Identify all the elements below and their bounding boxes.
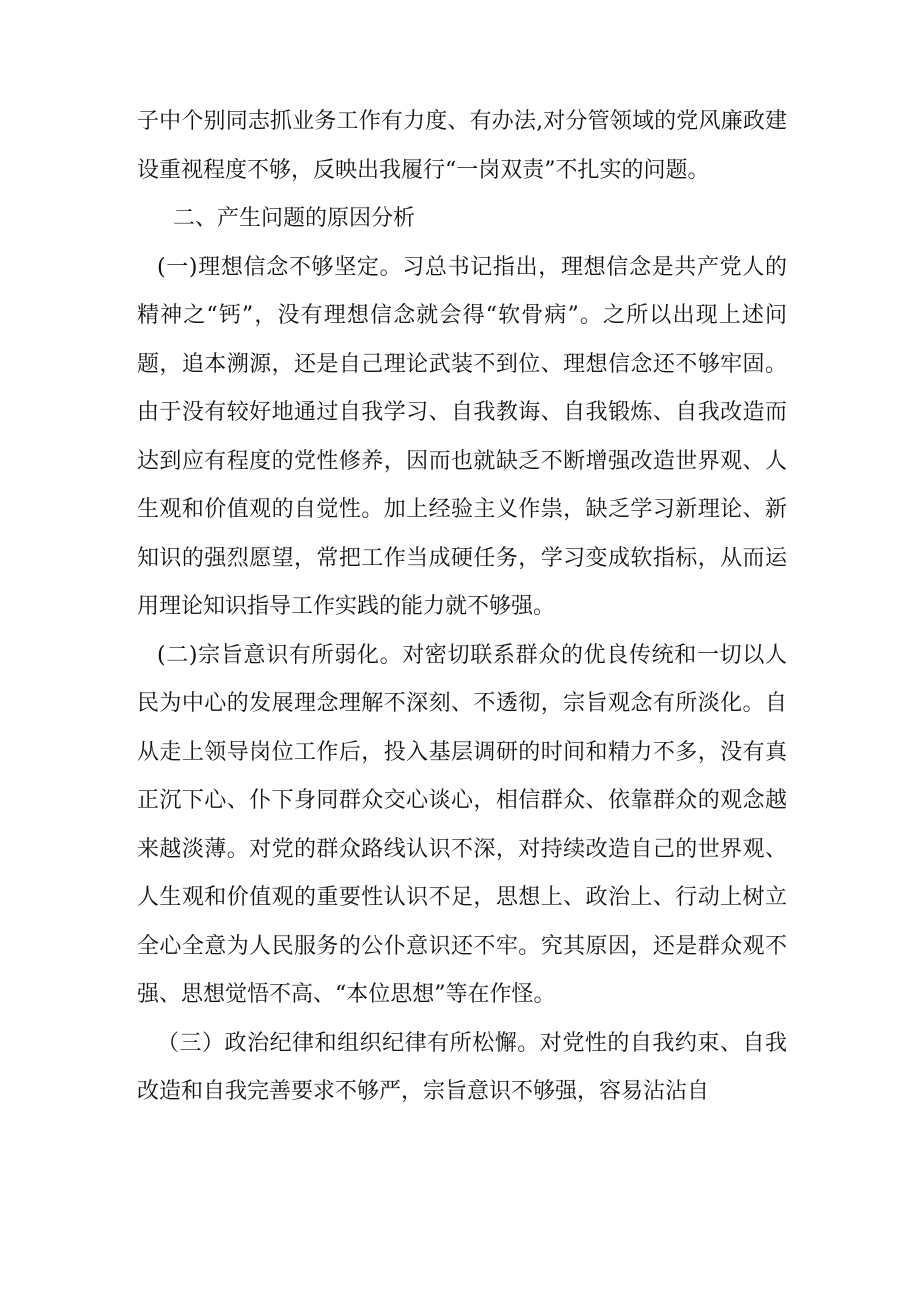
- paragraph-reason-1: (一)理想信念不够坚定。习总书记指出，理想信念是共产党人的精神之“钙”，没有理想信念就会得“软骨病”。之所以出现上述问题，追本溯源，还是自己理论武装不到位、理想信念还不够牢固。由于没有较好地通过自我学习、自我教诲、自我锻炼、自我改造而达到应有程度的党性修养，因而也就缺乏不断增强改造世界观、人生观和价值观的自觉性。加上经验主义作祟，缺乏学习新理论、新知识的强烈愿望，常把工作当成硬任务，学习变成软指标，从而运用理论知识指导工作实践的能力就不够强。: [137, 254, 787, 619]
- document-body: [137, 98, 787, 1117]
- section-heading: 二、产生问题的原因分析: [173, 206, 416, 231]
- paragraph-reason-2: (二)宗旨意识有所弱化。对密切联系群众的优良传统和一切以人民为中心的发展理念理解不深刻、不透彻，宗旨观念有所淡化。自从走上领导岗位工作后，投入基层调研的时间和精力不多，没有真正沉下心、仆下身同群众交心谈心，相信群众、依靠群众的观念越来越淡薄。对党的群众路线认识不深，对持续改造自己的世界观、人生观和价值观的重要性认识不足，思想上、政治上、行动上树立全心全意为人民服务的公仆意识还不牢。究其原因，还是群众观不强、思想觉悟不高、“本位思想”等在作怪。: [137, 642, 787, 1007]
- paragraph-continuation: 子中个别同志抓业务工作有力度、有办法,对分管领域的党风廉政建设重视程度不够，反映出我履行“一岗双责”不扎实的问题。: [137, 109, 787, 183]
- paragraph-reason-3: （三）政治纪律和组织纪律有所松懈。对党性的自我约束、自我改造和自我完善要求不够严，宗旨意识不够强，容易沾沾自: [137, 1030, 787, 1104]
